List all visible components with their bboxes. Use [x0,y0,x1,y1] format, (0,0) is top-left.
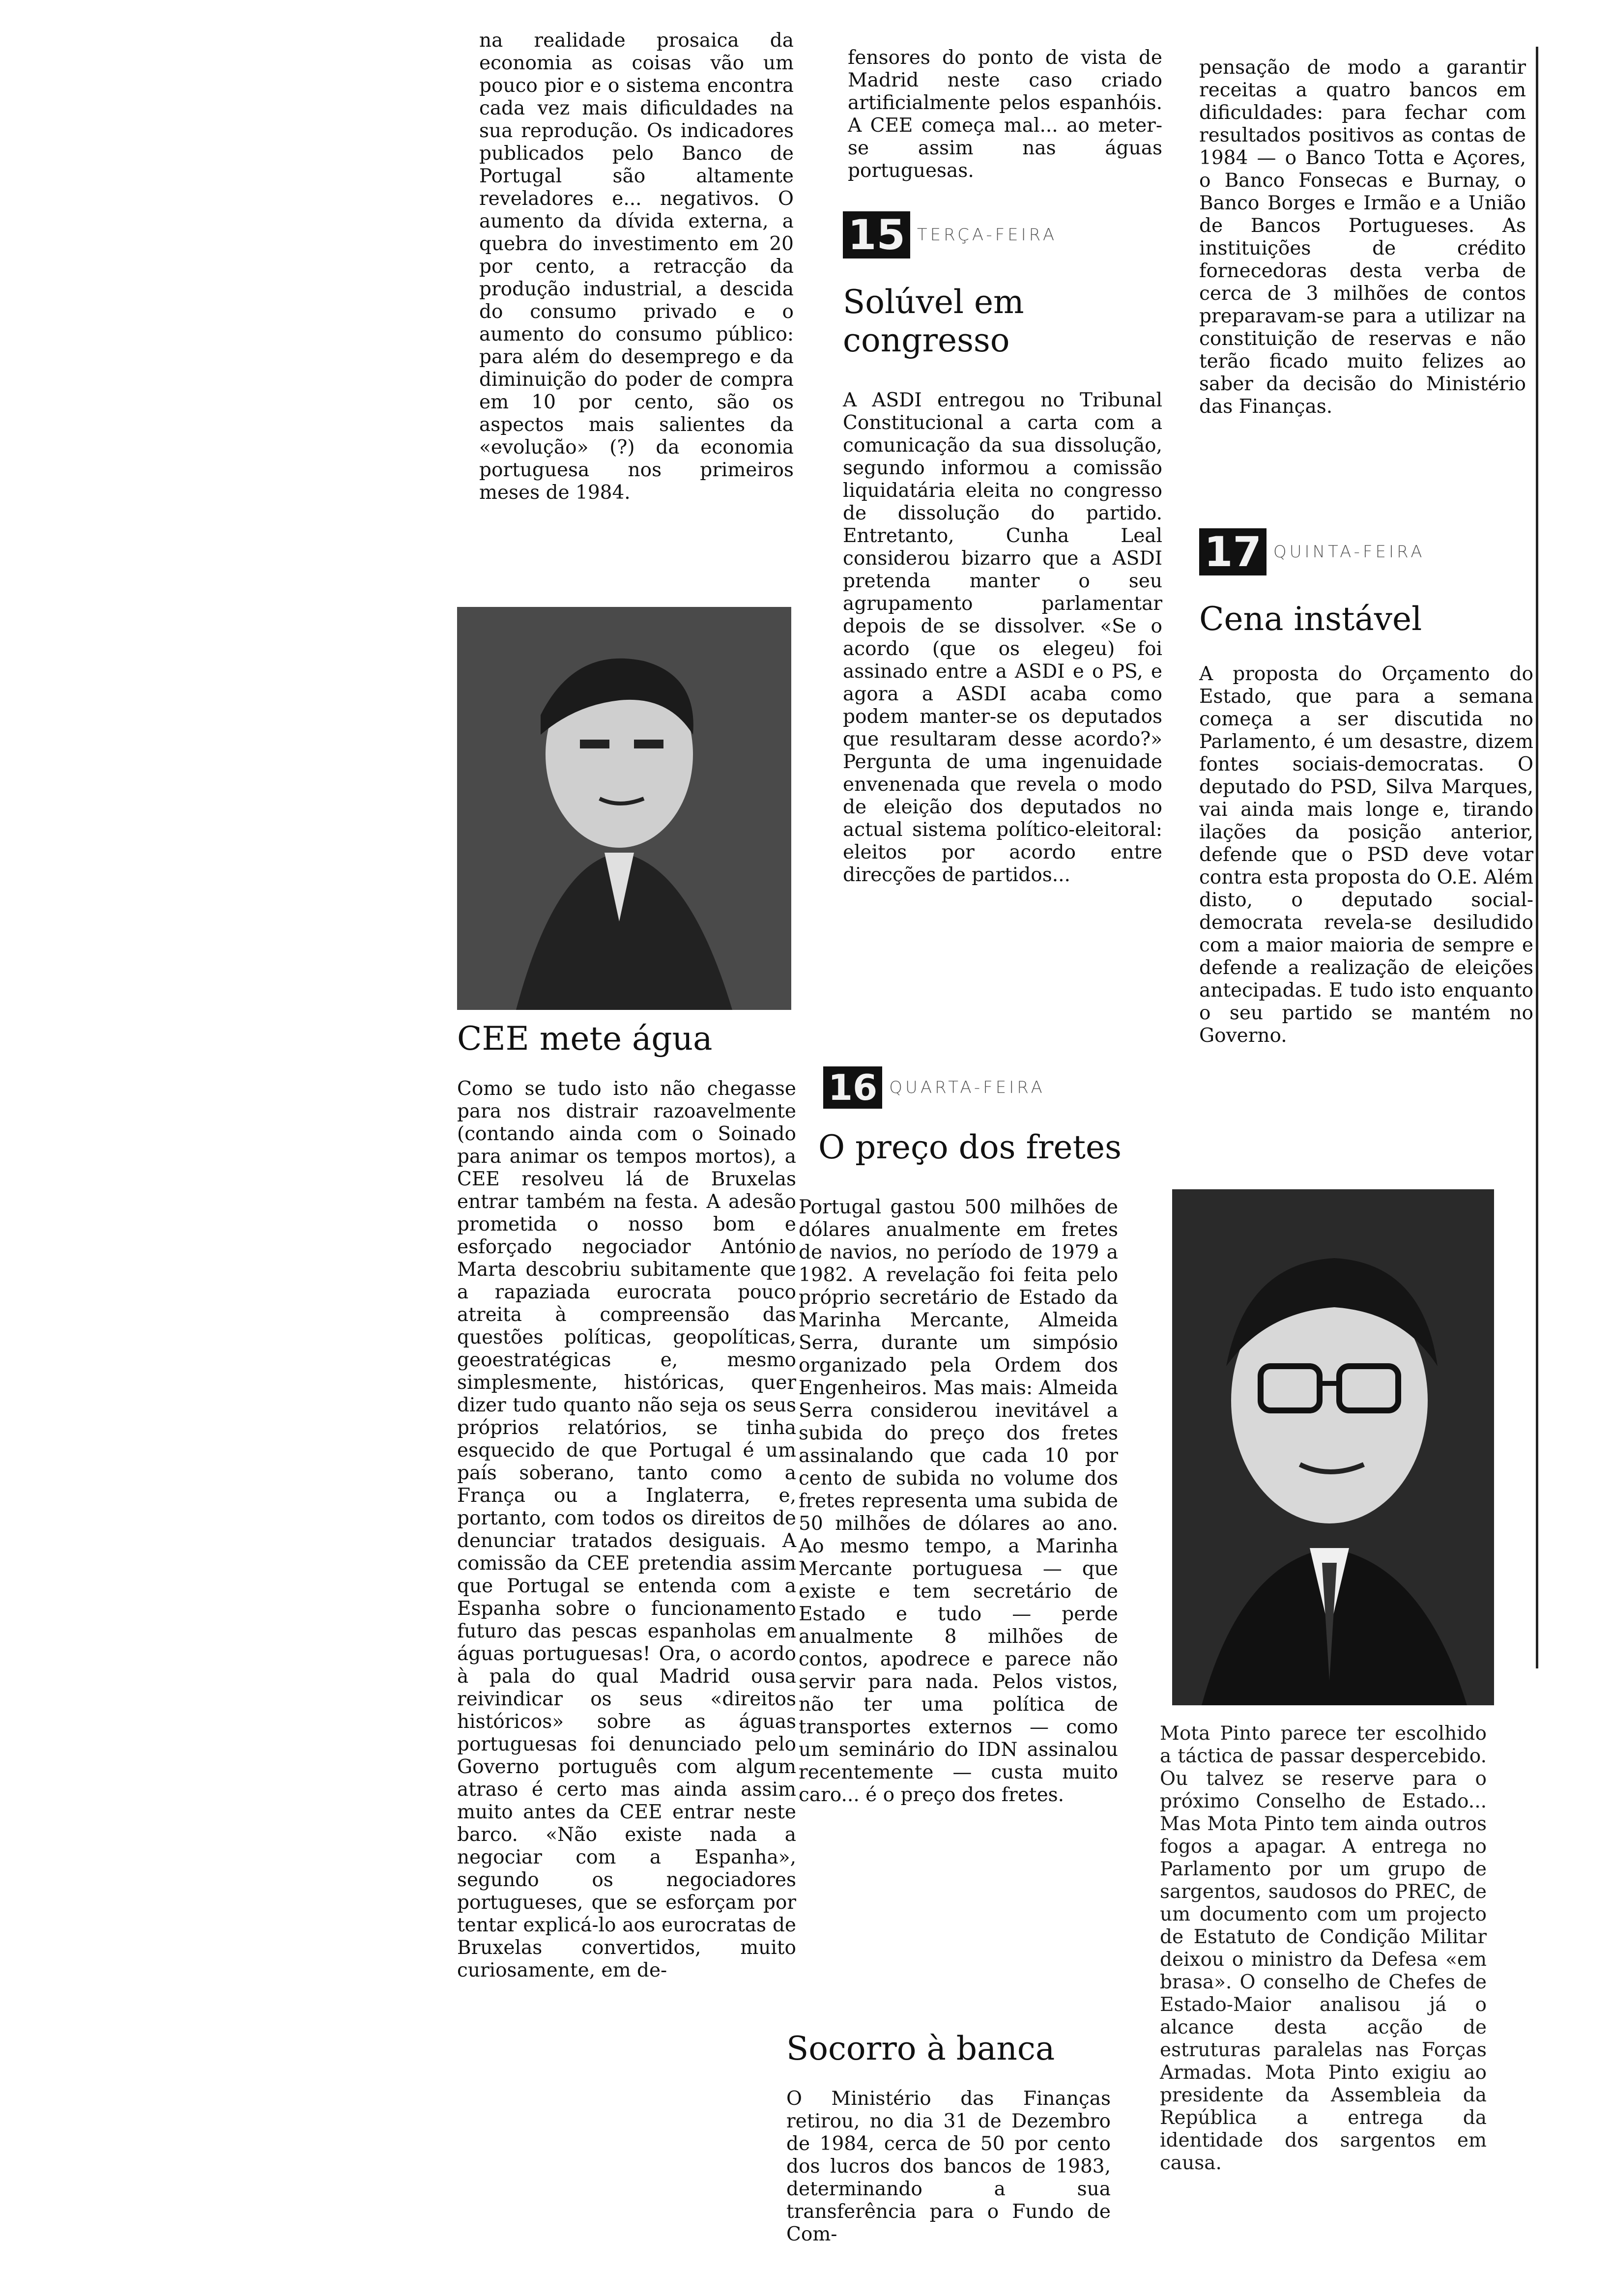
photo-portrait-glasses [1172,1189,1494,1705]
day-number-15: 15 [843,211,910,258]
col1-top-text: na realidade prosaica da economia as coisas vão um pouco pior e o sistema encontra cada vez mais dificuldades na sua reprodução. Os indicadores publicados pelo Banco de Portugal são altamente reveladores e... negativos. O aumento da dívida externa, a quebra do investimento em 20 por cento, a retracção da produção industrial, a descida do consumo privado e o aumento do consumo público: para além do desemprego e da diminuição do poder de compra em 10 por cento, são os aspectos mais salientes da «evolução» (?) da economia portuguesa nos primeiros meses de 1984. [479,29,794,504]
day-name-terca: TERÇA-FEIRA [917,225,1058,245]
day-16-header [823,1066,1152,1109]
headline-cena-instavel: Cena instável [1199,600,1422,638]
portrait-drawing [457,607,791,1010]
headline-socorro-banca: Socorro à banca [786,2030,1055,2067]
col2-body3: O Ministério das Finanças retirou, no dia 31 de Dezembro de 1984, cerca de 50 por cento dos lucros dos bancos de 1983, determinando a sua transferência para o Fundo de Com- [786,2088,1111,2245]
headline-cee-mete-agua: CEE mete água [457,1020,713,1058]
col1-body: Como se tudo isto não chegasse para nos distrair razoavelmente (contando ainda com o Soinado para animar os tempos mortos), a CEE resolveu lá de Bruxelas entrar também na festa. A adesão prometida o nosso bom e esforçado negociador António Marta descobriu subitamente que a rapaziada eurocrata pouco atreita à compreensão das questões políticas, geopolíticas, geoestratégicas e, mesmo simplesmente, históricas, quer dizer tudo quanto não seja os seus próprios relatórios, se tinha esquecido de que Portugal é um país soberano, tanto como a França ou a Inglaterra, e, portanto, com todos os direitos de denunciar tratados desiguais. A comissão da CEE pretendia assim que Portugal se entenda com a Espanha sobre o funcionamento futuro das pescas espanholas em águas portuguesas! Ora, o acordo à pala do qual Madrid ousa reivindicar os seus «direitos históricos» sobre as águas portuguesas foi denunciado pelo Governo português com algum atraso é certo mas ainda assim muito antes da CEE entrar neste barco. «Não existe nada a negociar com a Espanha», segundo os negociadores portugueses, que se esforçam por tentar explicá-lo aos eurocratas de Bruxelas convertidos, muito curiosamente, em de- [457,1078,796,1981]
column-3 [1199,57,1526,418]
photo-portrait-man [457,607,791,1010]
day-15-block [843,211,1162,887]
col2-body2: Portugal gastou 500 milhões de dólares anualmente em fretes de navios, no período de 1979 a 1982. A revelação foi feita pelo próprio secretário de Estado da Marinha Mercante, Almeida Serra, durante um simpósio organizado pela Ordem dos Engenheiros. Mas mais: Almeida Serra considerou inevitável a subida do preço dos fretes assinalando que cada 10 por cento de subida no volume dos fretes representa uma subida de 50 milhões de dólares ao ano. Ao mesmo tempo, a Marinha Mercante portuguesa — que existe e tem secretário de Estado e tudo — perde anualmente 8 milhões de contos, apodrece e parece não servir para nada. Pelos vistos, não ter uma política de transportes externos — como um seminário do IDN assinalou recentemente — custa muito caro... é o preço dos fretes. [799,1196,1118,1806]
col3-top-text: pensação de modo a garantir receitas a quatro bancos em dificuldades: para fechar com resultados positivos as contas de 1984 — o Banco Totta e Açores, o Banco Fonsecas e Burnay, o Banco Borges e Irmão e a União de Bancos Portugueses. As instituições de crédito fornecedoras desta verba de cerca de 3 milhões de contos preparavam-se para a utilizar na constituição de reservas e não terão ficado muito felizes ao saber da decisão do Ministério das Finanças. [1199,57,1526,418]
caption-block [1160,1722,1487,2175]
day-17-header [1199,528,1533,575]
photo-caption-mota-pinto: Mota Pinto parece ter escolhido a táctica de passar despercebido. Ou talvez se reserve para o próximo Conselho de Estado... Mas Mota Pinto tem ainda outros fogos a apagar. A entrega no Parlamento por um grupo de sargentos, saudosos do PREC, de um documento com um projecto de Estatuto de Condição Militar deixou o ministro da Defesa «em brasa». O conselho de Chefes de Estado-Maior analisou já o alcance desta acção de estruturas paralelas nas Forças Armadas. Mota Pinto exigiu ao presidente da Assembleia da República a entrega da identidade dos sargentos em causa. [1160,1722,1487,2174]
socorro-block [786,2030,1130,2246]
day-15-header [843,211,1162,258]
right-column-rule [1536,47,1538,1668]
column-2 [848,47,1162,182]
col1-lower [457,1020,796,1982]
day-name-quarta: QUARTA-FEIRA [889,1078,1045,1097]
day-name-quinta: QUINTA-FEIRA [1273,542,1425,562]
day-17-block [1199,528,1533,1047]
column-1 [479,29,794,504]
col2-body1: A ASDI entregou no Tribunal Constitucional a carta com a comunicação da sua dissolução, segundo informou a comissão liquidatária eleita no congresso de dissolução do partido. Entretanto, Cunha Leal considerou bizarro que a ASDI pretenda manter o seu agrupamento parlamentar depois de se dissolver. «Se o acordo (que os elegeu) foi assinado entre a ASDI e o PS, e agora a ASDI acaba como podem manter-se os deputados que resultaram desse acordo?» Pergunta de uma ingenuidade envenenada que revela o modo de eleição dos deputados no actual sistema político-eleitoral: eleitos por acordo entre direcções de partidos... [843,389,1162,886]
col3-body: A proposta do Orçamento do Estado, que para a semana começa a ser discutida no Parlamento, é um desastre, dizem fontes sociais-democratas. O deputado do PSD, Silva Marques, vai ainda mais longe e, tirando ilações da posição anterior, defende que o PSD deve votar contra esta proposta do O.E. Além disto, o deputado social-democrata revela-se desiludido com a maior maioria de sempre e defende a realização de eleições antecipadas. E tudo isto enquanto o seu partido se mantém no Governo. [1199,663,1533,1047]
col2-top-text: fensores do ponto de vista de Madrid neste caso criado artificialmente pelos espanhóis. A CEE começa mal... ao meter-se assim nas águas portuguesas. [848,47,1162,182]
day-number-16: 16 [823,1066,882,1109]
day-number-17: 17 [1199,528,1267,575]
headline-preco-fretes: O preço dos fretes [818,1128,1122,1166]
headline-soluvel: Solúvel em congresso [843,283,1024,359]
day-16-block [779,1066,1152,1807]
portrait-glasses-drawing [1172,1189,1494,1705]
